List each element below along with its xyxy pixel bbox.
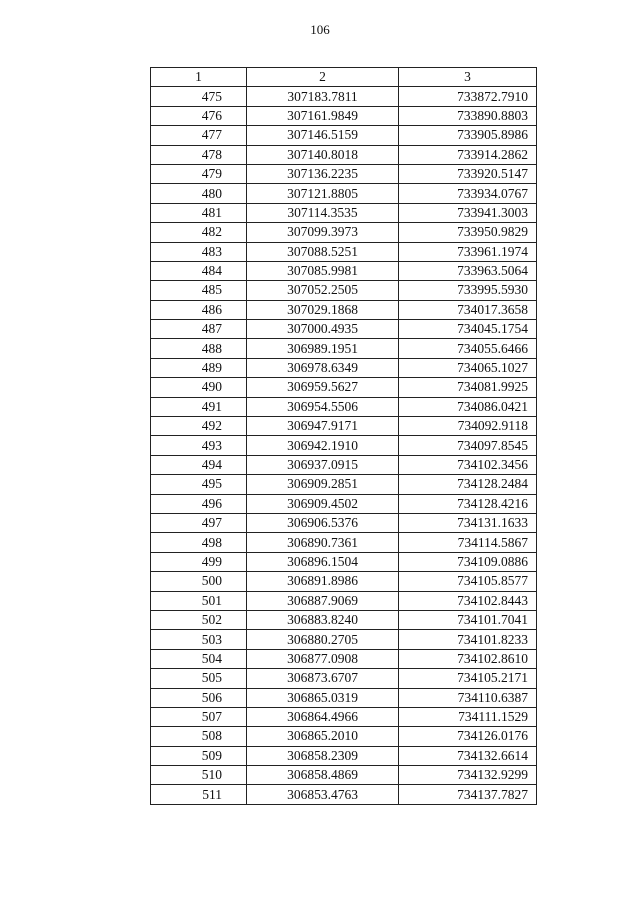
y-coordinate: 733890.8803 (399, 106, 537, 125)
table-row (151, 164, 537, 183)
point-number: 475 (151, 87, 247, 106)
point-number: 497 (151, 513, 247, 532)
x-coordinate: 307085.9981 (247, 261, 399, 280)
point-number: 509 (151, 746, 247, 765)
x-coordinate: 307099.3973 (247, 223, 399, 242)
point-number: 493 (151, 436, 247, 455)
x-coordinate: 307000.4935 (247, 320, 399, 339)
table-row (151, 436, 537, 455)
y-coordinate: 734017.3658 (399, 300, 537, 319)
x-coordinate: 307088.5251 (247, 242, 399, 261)
point-number: 482 (151, 223, 247, 242)
x-coordinate: 306858.4869 (247, 766, 399, 785)
x-coordinate: 306891.8986 (247, 572, 399, 591)
x-coordinate: 306877.0908 (247, 649, 399, 668)
y-coordinate: 734055.6466 (399, 339, 537, 358)
x-coordinate: 306883.8240 (247, 610, 399, 629)
table-row (151, 610, 537, 629)
table-row (151, 630, 537, 649)
table-row (151, 417, 537, 436)
table-row (151, 533, 537, 552)
point-number: 483 (151, 242, 247, 261)
table-row (151, 494, 537, 513)
table-row (151, 339, 537, 358)
table-row (151, 455, 537, 474)
point-number: 484 (151, 261, 247, 280)
x-coordinate: 307121.8805 (247, 184, 399, 203)
table-row (151, 572, 537, 591)
x-coordinate: 306890.7361 (247, 533, 399, 552)
table-row (151, 145, 537, 164)
point-number: 494 (151, 455, 247, 474)
y-coordinate: 733963.5064 (399, 261, 537, 280)
y-coordinate: 733914.2862 (399, 145, 537, 164)
point-number: 506 (151, 688, 247, 707)
point-number: 498 (151, 533, 247, 552)
y-coordinate: 734101.7041 (399, 610, 537, 629)
point-number: 481 (151, 203, 247, 222)
x-coordinate: 306937.0915 (247, 455, 399, 474)
table-row (151, 358, 537, 377)
point-number: 489 (151, 358, 247, 377)
point-number: 490 (151, 378, 247, 397)
point-number: 491 (151, 397, 247, 416)
point-number: 511 (151, 785, 247, 804)
table-row (151, 785, 537, 804)
y-coordinate: 734105.2171 (399, 669, 537, 688)
x-coordinate: 306989.1951 (247, 339, 399, 358)
point-number: 477 (151, 126, 247, 145)
point-number: 476 (151, 106, 247, 125)
y-coordinate: 734132.9299 (399, 766, 537, 785)
y-coordinate: 733872.7910 (399, 87, 537, 106)
point-number: 486 (151, 300, 247, 319)
y-coordinate: 734110.6387 (399, 688, 537, 707)
point-number: 492 (151, 417, 247, 436)
table-body (151, 87, 537, 804)
table-row (151, 126, 537, 145)
y-coordinate: 734128.4216 (399, 494, 537, 513)
y-coordinate: 733995.5930 (399, 281, 537, 300)
x-coordinate: 306909.2851 (247, 475, 399, 494)
table-row (151, 320, 537, 339)
y-coordinate: 734065.1027 (399, 358, 537, 377)
table-row (151, 707, 537, 726)
table-row (151, 513, 537, 532)
table-row (151, 87, 537, 106)
point-number: 485 (151, 281, 247, 300)
column-header-3: 3 (399, 68, 537, 87)
x-coordinate: 307146.5159 (247, 126, 399, 145)
point-number: 496 (151, 494, 247, 513)
y-coordinate: 734137.7827 (399, 785, 537, 804)
y-coordinate: 733934.0767 (399, 184, 537, 203)
x-coordinate: 306954.5506 (247, 397, 399, 416)
y-coordinate: 733961.1974 (399, 242, 537, 261)
table-row (151, 261, 537, 280)
table-row (151, 766, 537, 785)
y-coordinate: 734081.9925 (399, 378, 537, 397)
column-header-2: 2 (247, 68, 399, 87)
table-row (151, 669, 537, 688)
y-coordinate: 733950.9829 (399, 223, 537, 242)
x-coordinate: 306887.9069 (247, 591, 399, 610)
x-coordinate: 306865.2010 (247, 727, 399, 746)
y-coordinate: 734111.1529 (399, 707, 537, 726)
y-coordinate: 734131.1633 (399, 513, 537, 532)
x-coordinate: 306978.6349 (247, 358, 399, 377)
y-coordinate: 734097.8545 (399, 436, 537, 455)
point-number: 502 (151, 610, 247, 629)
x-coordinate: 306909.4502 (247, 494, 399, 513)
y-coordinate: 734101.8233 (399, 630, 537, 649)
point-number: 510 (151, 766, 247, 785)
table-row (151, 552, 537, 571)
table-header-row (151, 68, 537, 87)
table-row (151, 184, 537, 203)
y-coordinate: 734109.0886 (399, 552, 537, 571)
x-coordinate: 306865.0319 (247, 688, 399, 707)
y-coordinate: 733920.5147 (399, 164, 537, 183)
x-coordinate: 306896.1504 (247, 552, 399, 571)
table-row (151, 281, 537, 300)
table-row (151, 591, 537, 610)
table-row (151, 223, 537, 242)
y-coordinate: 734102.3456 (399, 455, 537, 474)
point-number: 504 (151, 649, 247, 668)
table-row (151, 746, 537, 765)
table-row (151, 649, 537, 668)
x-coordinate: 306947.9171 (247, 417, 399, 436)
point-number: 500 (151, 572, 247, 591)
x-coordinate: 307029.1868 (247, 300, 399, 319)
x-coordinate: 306858.2309 (247, 746, 399, 765)
x-coordinate: 306853.4763 (247, 785, 399, 804)
y-coordinate: 733905.8986 (399, 126, 537, 145)
column-header-1: 1 (151, 68, 247, 87)
point-number: 478 (151, 145, 247, 164)
point-number: 499 (151, 552, 247, 571)
table-row (151, 727, 537, 746)
y-coordinate: 734102.8610 (399, 649, 537, 668)
y-coordinate: 734092.9118 (399, 417, 537, 436)
point-number: 488 (151, 339, 247, 358)
y-coordinate: 734132.6614 (399, 746, 537, 765)
point-number: 508 (151, 727, 247, 746)
x-coordinate: 306873.6707 (247, 669, 399, 688)
x-coordinate: 306880.2705 (247, 630, 399, 649)
table-row (151, 688, 537, 707)
point-number: 503 (151, 630, 247, 649)
page-number: 106 (310, 22, 330, 37)
table-row (151, 300, 537, 319)
point-number: 501 (151, 591, 247, 610)
coordinates-table (150, 67, 537, 805)
x-coordinate: 306864.4966 (247, 707, 399, 726)
point-number: 495 (151, 475, 247, 494)
x-coordinate: 307140.8018 (247, 145, 399, 164)
point-number: 479 (151, 164, 247, 183)
x-coordinate: 307161.9849 (247, 106, 399, 125)
y-coordinate: 734105.8577 (399, 572, 537, 591)
x-coordinate: 306942.1910 (247, 436, 399, 455)
y-coordinate: 733941.3003 (399, 203, 537, 222)
x-coordinate: 307052.2505 (247, 281, 399, 300)
x-coordinate: 307114.3535 (247, 203, 399, 222)
point-number: 507 (151, 707, 247, 726)
y-coordinate: 734086.0421 (399, 397, 537, 416)
x-coordinate: 306906.5376 (247, 513, 399, 532)
table-row (151, 203, 537, 222)
y-coordinate: 734102.8443 (399, 591, 537, 610)
point-number: 480 (151, 184, 247, 203)
table-row (151, 475, 537, 494)
x-coordinate: 307136.2235 (247, 164, 399, 183)
table-row (151, 106, 537, 125)
x-coordinate: 307183.7811 (247, 87, 399, 106)
point-number: 487 (151, 320, 247, 339)
y-coordinate: 734114.5867 (399, 533, 537, 552)
y-coordinate: 734126.0176 (399, 727, 537, 746)
table-row (151, 378, 537, 397)
point-number: 505 (151, 669, 247, 688)
y-coordinate: 734045.1754 (399, 320, 537, 339)
y-coordinate: 734128.2484 (399, 475, 537, 494)
table-row (151, 242, 537, 261)
x-coordinate: 306959.5627 (247, 378, 399, 397)
table-row (151, 397, 537, 416)
